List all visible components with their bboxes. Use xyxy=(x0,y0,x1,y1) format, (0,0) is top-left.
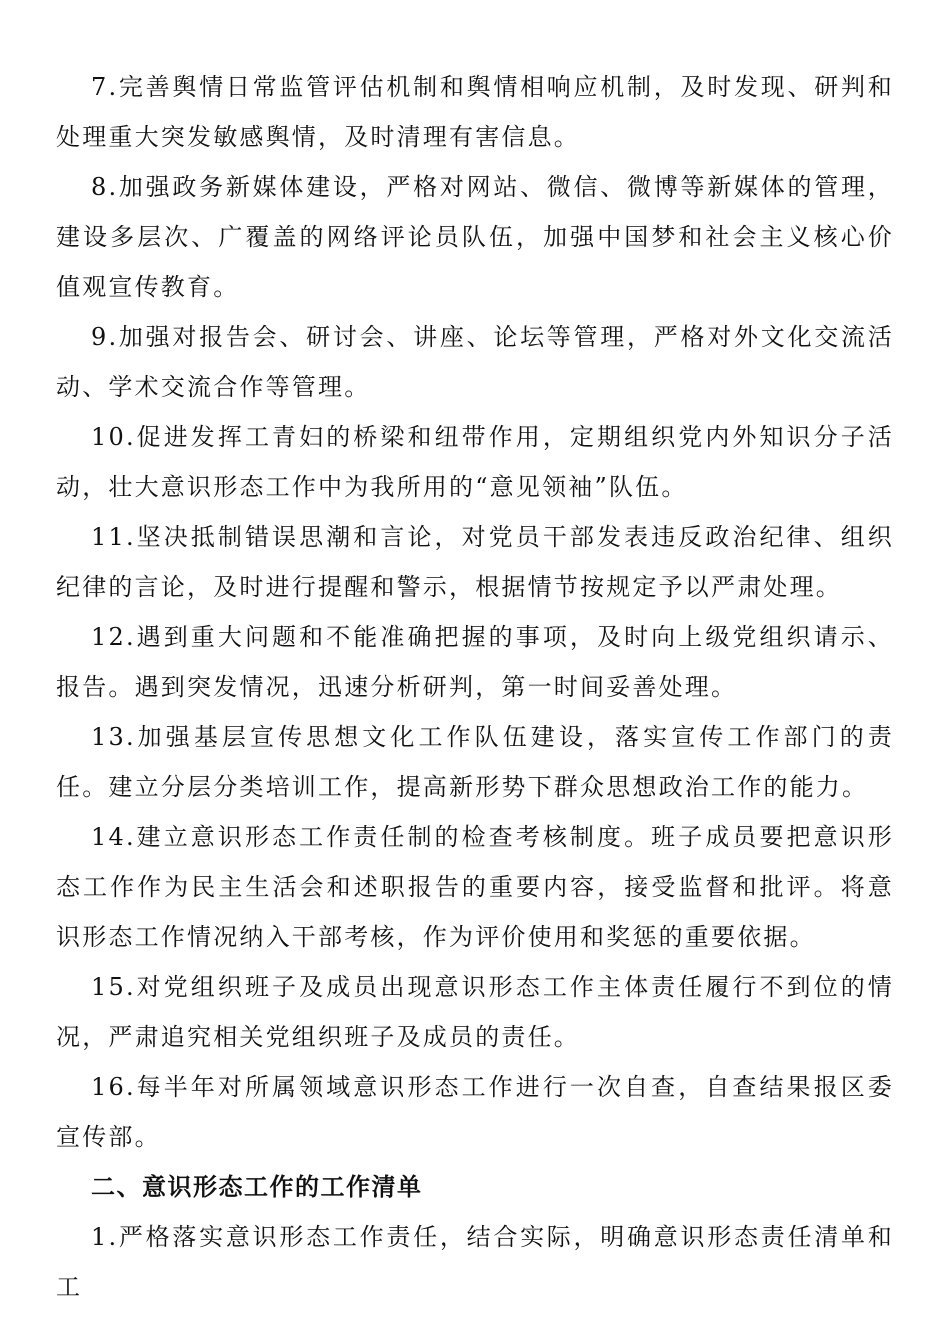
section-heading: 二、意识形态工作的工作清单 xyxy=(91,1173,423,1201)
paragraph-worklist-1: 1.严格落实意识形态工作责任，结合实际，明确意识形态责任清单和工 xyxy=(56,1223,894,1301)
paragraph-item-16: 16.每半年对所属领域意识形态工作进行一次自查，自查结果报区委宣传部。 xyxy=(56,1073,894,1151)
paragraph-item-8: 8.加强政务新媒体建设，严格对网站、微信、微博等新媒体的管理，建设多层次、广覆盖的网络评论员队伍，加强中国梦和社会主义核心价值观宣传教育。 xyxy=(56,173,894,301)
paragraph-item-12: 12.遇到重大问题和不能准确把握的事项，及时向上级党组织请示、报告。遇到突发情况，迅速分析研判，第一时间妥善处理。 xyxy=(56,623,894,701)
paragraph-item-13: 13.加强基层宣传思想文化工作队伍建设，落实宣传工作部门的责任。建立分层分类培训工作，提高新形势下群众思想政治工作的能力。 xyxy=(56,723,894,801)
document-page xyxy=(56,62,894,1312)
paragraph-item-7: 7.完善舆情日常监管评估机制和舆情相响应机制，及时发现、研判和处理重大突发敏感舆情，及时清理有害信息。 xyxy=(56,73,894,151)
paragraph-item-10: 10.促进发挥工青妇的桥梁和纽带作用，定期组织党内外知识分子活动，壮大意识形态工作中为我所用的“意见领袖”队伍。 xyxy=(56,423,894,501)
paragraph-item-14: 14.建立意识形态工作责任制的检查考核制度。班子成员要把意识形态工作作为民主生活会和述职报告的重要内容，接受监督和批评。将意识形态工作情况纳入干部考核，作为评价使用和奖惩的重要依据。 xyxy=(56,823,894,951)
paragraph-item-15: 15.对党组织班子及成员出现意识形态工作主体责任履行不到位的情况，严肃追究相关党组织班子及成员的责任。 xyxy=(56,973,894,1051)
paragraph-item-11: 11.坚决抵制错误思潮和言论，对党员干部发表违反政治纪律、组织纪律的言论，及时进行提醒和警示，根据情节按规定予以严肃处理。 xyxy=(56,523,894,601)
paragraph-item-9: 9.加强对报告会、研讨会、讲座、论坛等管理，严格对外文化交流活动、学术交流合作等管理。 xyxy=(56,323,894,401)
